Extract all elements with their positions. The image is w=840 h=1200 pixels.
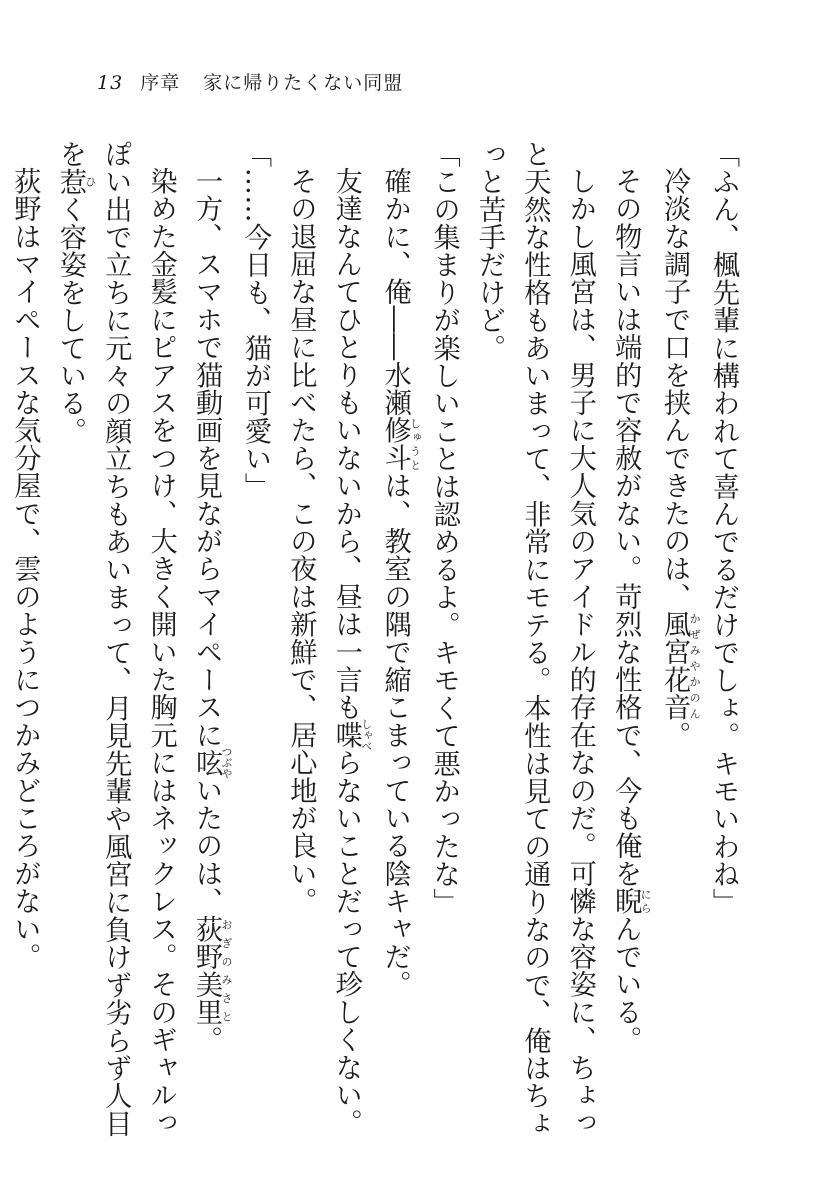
- paragraph: [0, 140, 2, 1160]
- ruby-base: 睨: [610, 887, 642, 916]
- paragraph: [421, 140, 466, 1160]
- text-run: は、教室の隅で縮こまっている陰キャだ。: [379, 471, 411, 999]
- ruby-word: [191, 746, 234, 780]
- text-run: 確かに、俺――水瀬: [379, 167, 411, 417]
- text-run: 荻野はマイペースな気分屋で、雲のようにつかみどころがない。: [9, 167, 41, 971]
- text-run: もあいまって、非常にモテる。本性は見ての通りなので、俺はちょっと苦手だけど。: [473, 140, 551, 1138]
- text-run: 一方、スマホで猫動画を見ながらマイペースに: [191, 167, 223, 749]
- paragraph: [2, 140, 47, 1160]
- ruby-word: [54, 167, 97, 196]
- ruby-base: 荻野美里: [191, 915, 223, 1026]
- ruby-name: [191, 915, 234, 1026]
- text-run: らないことだって珍しくない。: [330, 748, 362, 1137]
- chapter-title: 家に帰りたくない同盟: [203, 72, 404, 94]
- text-run: 冷淡な調子で口を挟んできたのは、: [659, 167, 691, 611]
- ruby-reading: にら: [639, 887, 653, 916]
- text-run: 。: [191, 1025, 223, 1054]
- ruby-base: 惹: [54, 167, 86, 196]
- text-run: その退屈な昼に比べたら、この夜は新鮮で、居心地が良い。: [285, 167, 317, 916]
- ruby-name: [659, 610, 702, 722]
- text-run: 。: [659, 721, 691, 749]
- paragraph: [701, 140, 746, 1160]
- dialogue-line: 「ふん、楓先輩に構われて喜んでるだけでしょ。キモいわね」: [708, 140, 739, 916]
- text-run: 友達なんてひとりもいないから、昼は一言も: [330, 167, 362, 722]
- ruby-reading: しゅうと: [408, 416, 422, 472]
- ruby-reading: つぶや: [220, 746, 234, 780]
- ruby-reading: かぜみやかのん: [688, 610, 702, 722]
- ruby-base: 風宮花音: [659, 610, 691, 722]
- ruby-name: [379, 416, 422, 472]
- ruby-base: 修斗: [379, 416, 411, 472]
- body-text: [9, 140, 746, 1160]
- ruby-reading: おぎのみさと: [220, 915, 234, 1026]
- text-run: んでいる。: [610, 915, 642, 1054]
- page-number: 13: [97, 72, 124, 94]
- paragraph: [652, 140, 701, 1160]
- paragraph: [467, 140, 603, 1160]
- paragraph: [372, 140, 421, 1160]
- text-run: 染めた金髪にピアスをつけ、大きく開いた胸元にはネックレス。そのギャルっぽい出で立ち: [100, 140, 177, 1137]
- paragraph: [603, 140, 652, 1160]
- dialogue-line: 「この集まりが楽しいことは認めるよ。キモくて悪かったな」: [428, 140, 460, 916]
- text-run: その物言いは端的で容赦がない。苛烈な性格で、今も俺を: [610, 167, 642, 888]
- ruby-base: 呟: [191, 746, 223, 780]
- dialogue-line: 「……今日も、猫が可愛い」: [239, 140, 271, 501]
- chapter-label: 序章: [140, 72, 181, 94]
- paragraph: [47, 140, 183, 1160]
- ruby-word: [330, 718, 373, 752]
- ruby-base: 喋: [330, 718, 362, 752]
- text-run: く容姿をしている。: [54, 195, 86, 445]
- text-run: しかし風宮は、男子に大人気のアイドル的存在なのだ。可憐な容姿に、ちょっと天然な性格: [519, 140, 596, 1137]
- paragraph: [184, 140, 233, 1160]
- text-run: に元々の顔立ちもあいまって、月見先輩や風宮に負けず劣らず人目を: [54, 140, 132, 1138]
- text-run: いたのは、: [191, 776, 223, 916]
- ruby-reading: しゃべ: [359, 718, 373, 752]
- running-header: [97, 68, 403, 95]
- paragraph: [323, 140, 372, 1160]
- ruby-reading: ひ: [83, 167, 97, 196]
- ruby-word: [610, 887, 653, 916]
- paragraph: [233, 140, 278, 1160]
- paragraph: [278, 140, 323, 1160]
